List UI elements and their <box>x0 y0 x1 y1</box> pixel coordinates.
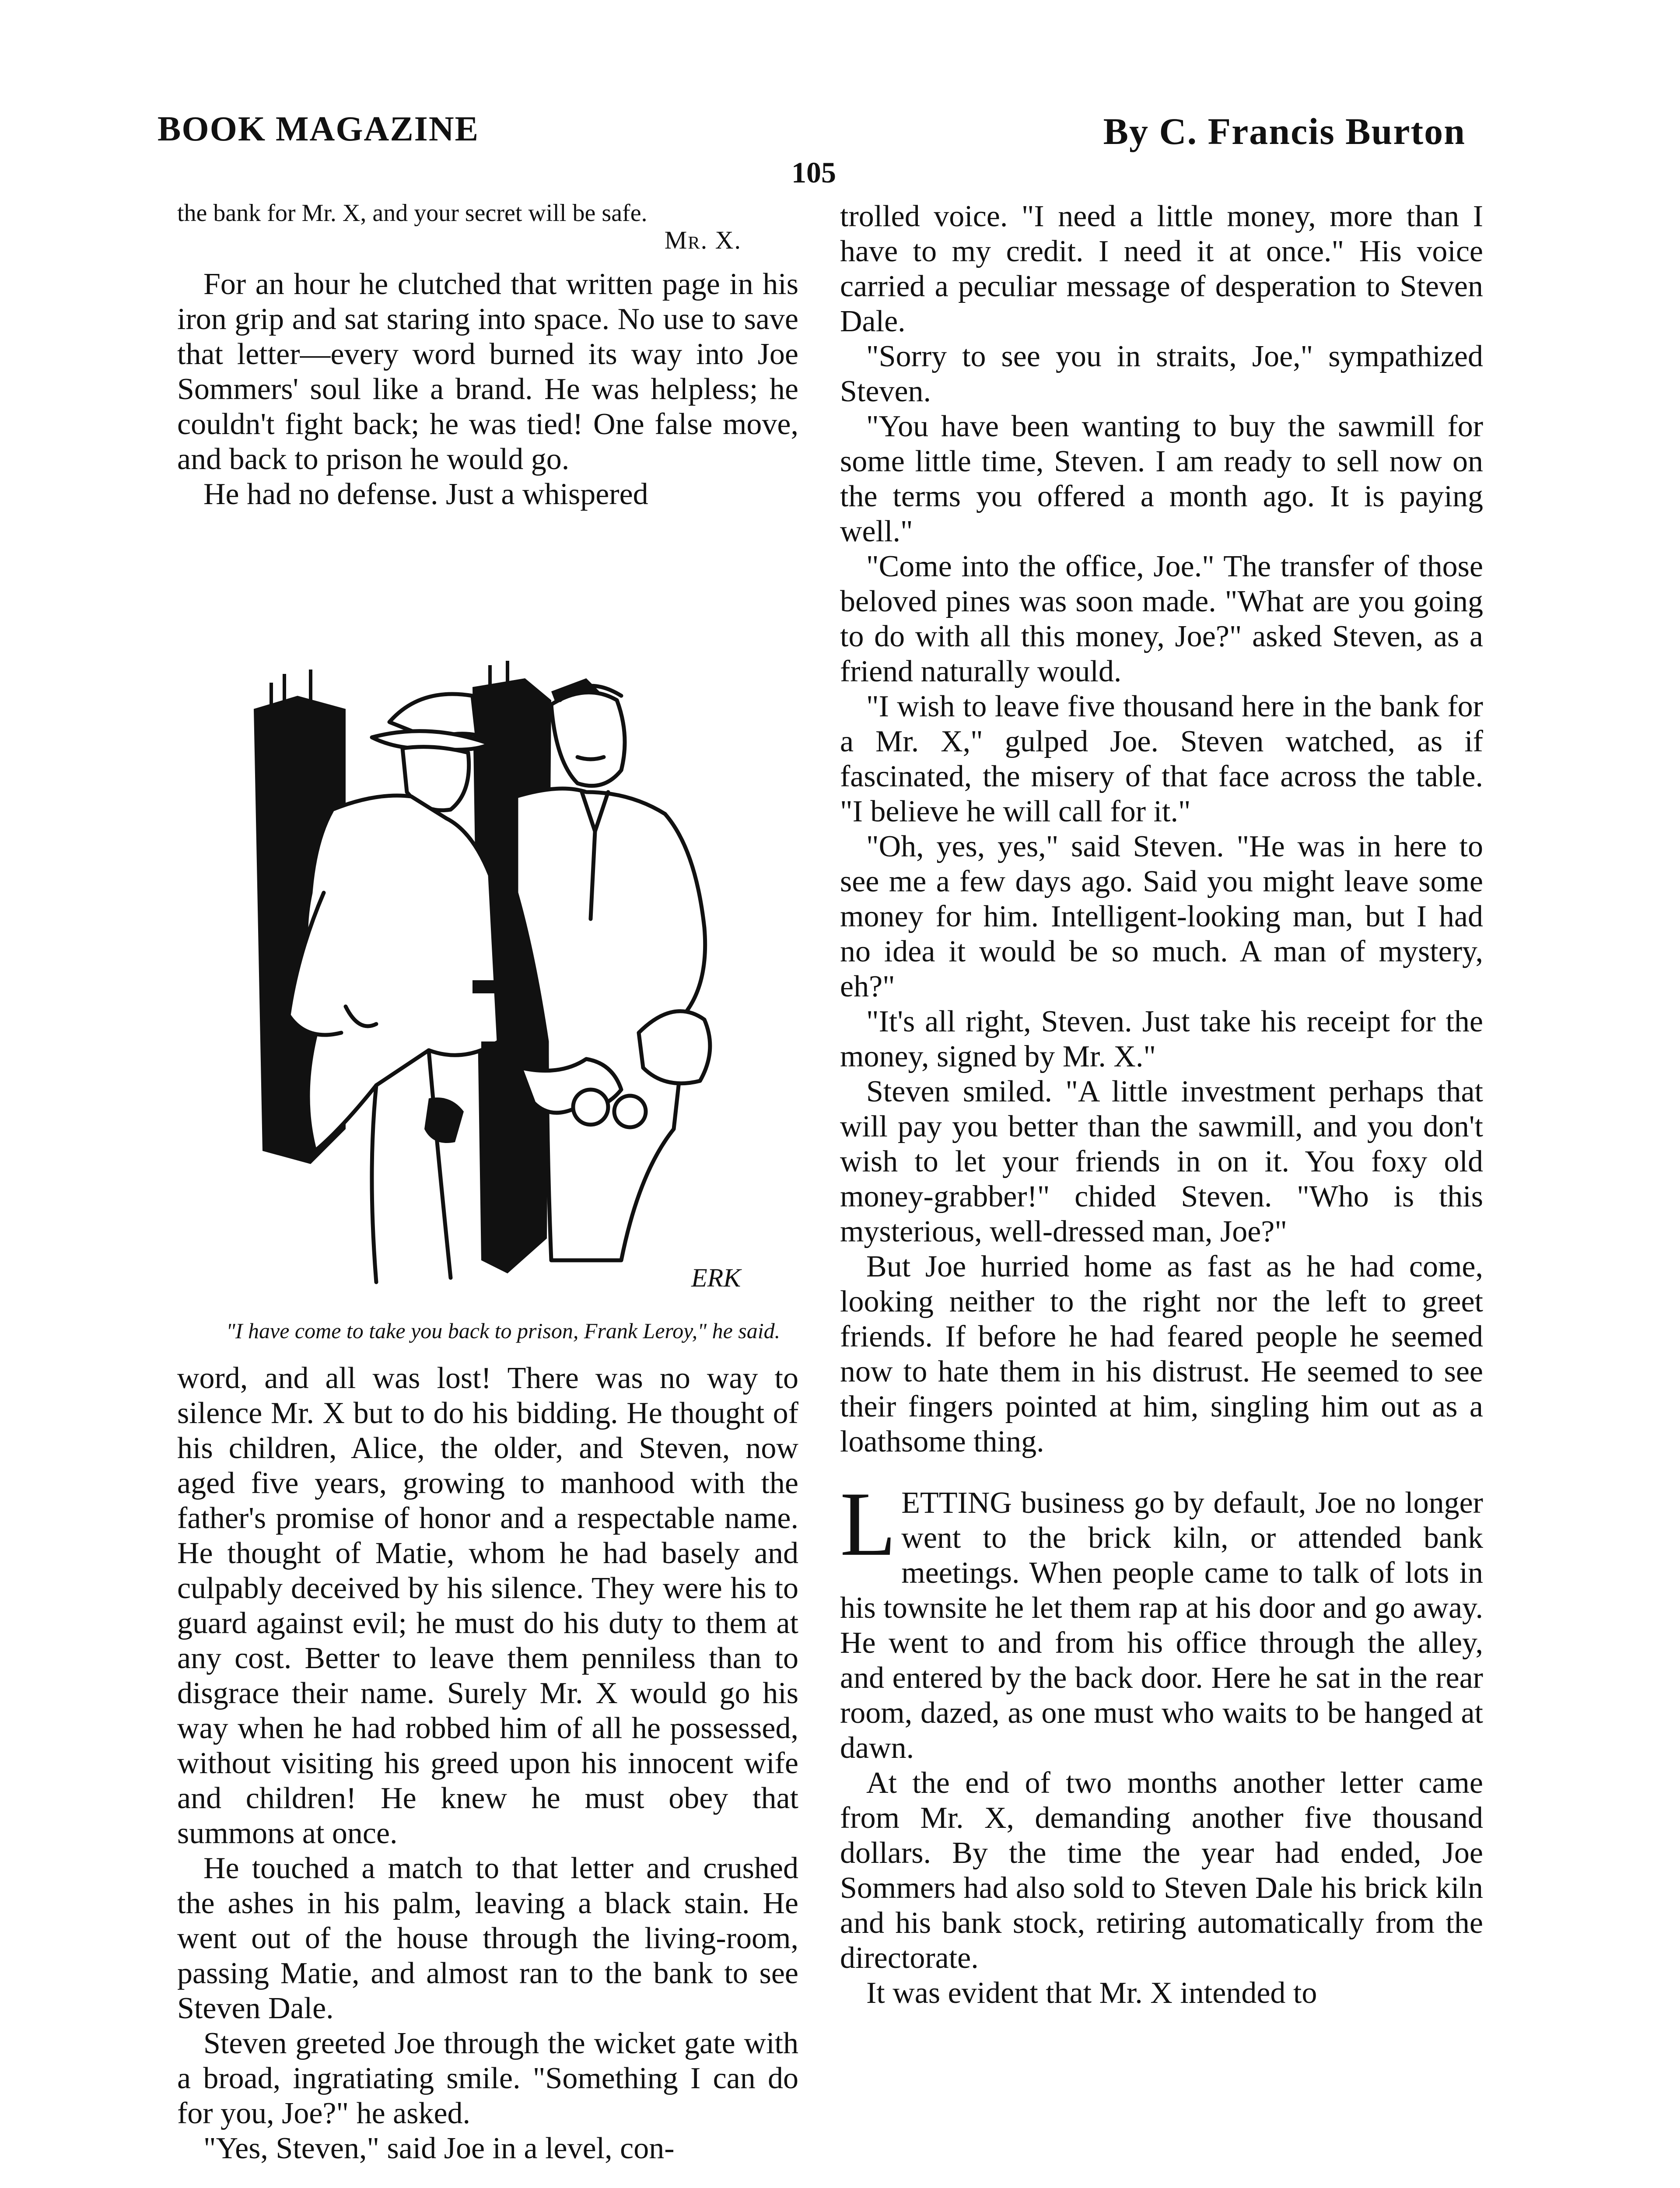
story-illustration <box>245 648 761 1308</box>
drop-cap: L <box>840 1473 896 1575</box>
left-column-bottom <box>177 1361 798 2166</box>
page-number: 105 <box>791 156 836 189</box>
right-column <box>840 199 1483 2011</box>
letter-text: the bank for Mr. X, and your secret will be safe. <box>177 200 648 227</box>
paragraph: trolled voice. "I need a little money, more than I have to my credit. I need it at once." His voice carried a peculiar message of desperation to Steven Dale. <box>840 200 1483 338</box>
paragraph: He had no defense. Just a whispered <box>203 477 648 511</box>
paragraph: "I wish to leave five thousand here in the bank for a Mr. X," gulped Joe. Steven watched, as if fascinated, the misery of that face across the table. "I believe he will call for it." <box>840 690 1483 828</box>
paragraph: Steven greeted Joe through the wicket gate with a broad, ingratiating smile. "Something I can do for you, Joe?" he asked. <box>177 2027 798 2130</box>
paragraph: At the end of two months another letter came from Mr. X, demanding another five thousand dollars. By the time the year had ended, Joe Sommers had also sold to Steven Dale his brick kiln and his bank stock, retiring automatically from the directorate. <box>840 1766 1483 1975</box>
paragraph: "Come into the office, Joe." The transfer of those beloved pines was soon made. "What are you going to do with all this money, Joe?" asked Steven, as a friend naturally would. <box>840 550 1483 688</box>
left-top-text <box>177 267 798 512</box>
paragraph: "Sorry to see you in straits, Joe," sympathized Steven. <box>840 340 1483 408</box>
magazine-title: BOOK MAGAZINE <box>158 110 479 148</box>
paragraph: But Joe hurried home as fast as he had come, looking neither to the right nor the left to greet friends. If before he had feared people he seemed now to hate them in his distrust. He seemed to see their fingers pointed at him, singling him out as a loathsome thing. <box>840 1250 1483 1459</box>
paragraph: "You have been wanting to buy the sawmill for some little time, Steven. I am ready to sell now on the terms you offered a month ago. It is paying well." <box>840 410 1483 548</box>
author-byline: By C. Francis Burton <box>1103 110 1466 152</box>
paragraph: word, and all was lost! There was no way to silence Mr. X but to do his bidding. He thought of his children, Alice, the older, and Steven, now aged five years, growing to manhood with the father's promise of honor and a respectable name. He thought of Matie, whom he had basely and culpably deceived by his silence. They were his to guard against evil; he must do his duty to them at any cost. Better to leave them penniless than to disgrace their name. Surely Mr. X would go his way when he had robbed him of all he possessed, without visiting his greed upon his innocent wife and children! He knew he must obey that summons at once. <box>177 1361 798 1850</box>
dropcap-section <box>840 1473 1483 2011</box>
dropcap-text: ETTING business go by default, Joe no longer went to the brick kiln, or attended bank meetings. When people came to talk of lots in his townsite he let them rap at his door and go away. He went to and from his office through the alley, and entered by the back door. Here he sat in the rear room, dazed, as one must who waits to be hanged at dawn. <box>840 1486 1483 1765</box>
illustration-signature: ERK <box>691 1263 741 1292</box>
illustration-caption: "I have come to take you back to prison, Frank Leroy," he said. <box>226 1318 780 1343</box>
dropcap-paragraph <box>840 1473 1483 1766</box>
letter-excerpt <box>177 199 798 227</box>
paragraph: For an hour he clutched that written page in his iron grip and sat staring into space. No use to save that letter—every word burned its way into Joe Sommers' soul like a brand. He was helpless; he couldn't fight back; he was tied! One false move, and back to prison he would go. <box>177 267 798 476</box>
paragraph: "It's all right, Steven. Just take his receipt for the money, signed by Mr. X." <box>840 1005 1483 1073</box>
paragraph: He touched a match to that letter and crushed the ashes in his palm, leaving a black stain. He went out of the house through the living-room, passing Matie, and almost ran to the bank to see Steven Dale. <box>177 1851 798 2025</box>
left-column-top <box>177 199 798 512</box>
paragraph: "Oh, yes, yes," said Steven. "He was in here to see me a few days ago. Said you might leave some money for him. Intelligent-looking man, but I had no idea it would be so much. A man of mystery, eh?" <box>840 830 1483 1003</box>
paragraph: Steven smiled. "A little investment perhaps that will pay you better than the sawmill, and you don't wish to let your friends in on it. You foxy old money-grabber!" chided Steven. "Who is this mysterious, well-dressed man, Joe?" <box>840 1075 1483 1248</box>
paragraph: "Yes, Steven," said Joe in a level, con- <box>203 2132 675 2165</box>
paragraph: It was evident that Mr. X intended to <box>866 1976 1317 2010</box>
letter-signature: Mr. X. <box>664 226 742 254</box>
